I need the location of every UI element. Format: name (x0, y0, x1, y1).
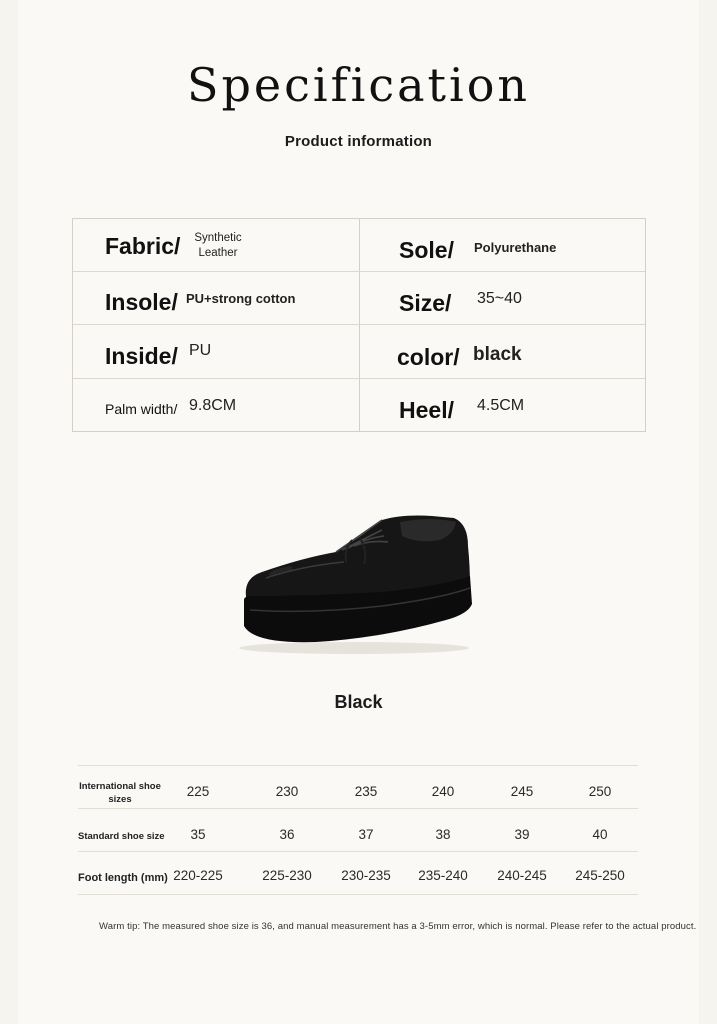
spec-value-color: black (473, 344, 522, 365)
size-row-header: International shoe sizes (79, 781, 161, 805)
spec-row-insole (73, 272, 645, 325)
spec-value-palm-width: 9.8CM (189, 397, 237, 414)
spec-table (72, 218, 646, 432)
size-cell: 235 (354, 784, 378, 799)
size-cell: 35 (190, 827, 206, 842)
size-cell: 225-230 (262, 868, 312, 883)
size-chart (78, 765, 638, 896)
spec-label-palm-width: Palm width/ (105, 401, 178, 417)
spec-row-palm-width (73, 379, 645, 432)
size-cell: 240 (431, 784, 455, 799)
spec-label-insole: Insole/ (105, 289, 178, 315)
spec-row-fabric (73, 219, 645, 272)
size-cell: 230 (275, 784, 299, 799)
spec-label-sole: Sole/ (399, 237, 454, 263)
size-cell: 240-245 (497, 868, 547, 883)
size-cell: 39 (514, 827, 530, 842)
size-row-header: Foot length (mm) (78, 872, 168, 884)
spec-value-inside: PU (189, 342, 212, 359)
size-cell: 245 (510, 784, 534, 799)
size-cell: 225 (186, 784, 210, 799)
spec-label-heel: Heel/ (399, 397, 454, 423)
spec-value-size: 35~40 (477, 290, 522, 307)
size-cell: 37 (358, 827, 374, 842)
black-platform-oxford-shoe-image (232, 500, 486, 660)
spec-label-fabric: Fabric/ (105, 233, 181, 259)
spec-value-sole: Polyurethane (474, 240, 557, 255)
spec-label-color: color/ (397, 344, 460, 370)
product-color-caption: Black (334, 692, 383, 712)
spec-value-heel: 4.5CM (477, 397, 525, 414)
warm-tip-note: Warm tip: The measured shoe size is 36, and manual measurement has a 3-5mm error, which is normal. Please refer to the actual product. (99, 921, 697, 932)
size-cell: 40 (592, 827, 608, 842)
spec-label-inside: Inside/ (105, 343, 178, 369)
spec-value-fabric: Synthetic Leather (194, 232, 242, 259)
size-cell: 235-240 (418, 868, 468, 883)
page-title: Specification (186, 58, 531, 112)
spec-row-inside (73, 326, 645, 379)
spec-label-size: Size/ (399, 290, 452, 316)
size-cell: 220-225 (173, 868, 223, 883)
size-row-standard (78, 809, 638, 852)
size-cell: 230-235 (341, 868, 391, 883)
size-row-foot-length (78, 852, 638, 895)
size-cell: 250 (588, 784, 612, 799)
page-subtitle: Product information (284, 133, 433, 150)
shoe-shadow (239, 642, 469, 654)
size-row-header: Standard shoe size (78, 831, 165, 842)
size-row-international (78, 766, 638, 809)
size-cell: 36 (279, 827, 295, 842)
size-cell: 38 (435, 827, 451, 842)
spec-value-insole: PU+strong cotton (186, 291, 296, 306)
size-cell: 245-250 (575, 868, 625, 883)
